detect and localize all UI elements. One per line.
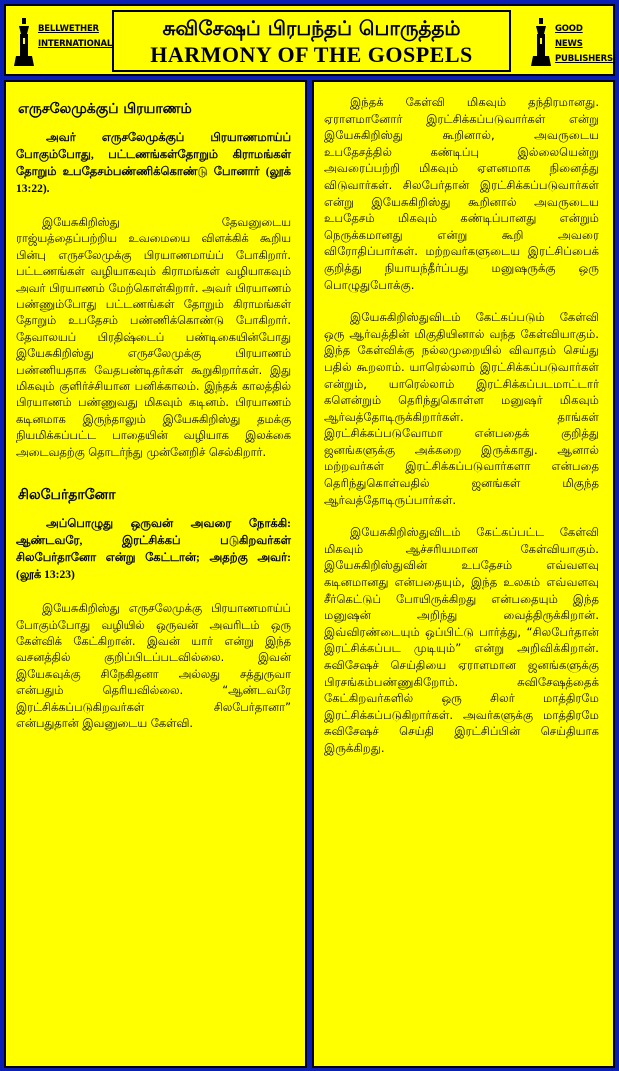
good-news-logo: [529, 12, 613, 70]
header-banner: [4, 4, 615, 76]
section-heading-journey: எருசலேமுக்குப் பிரயாணம்: [18, 101, 192, 117]
right-logo-line1: GOOD NEWS: [555, 24, 583, 49]
tower-icon: [531, 16, 551, 68]
left-logo-line1: BELLWETHER: [38, 24, 99, 34]
commentary-paragraph: இயேசுகிறிஸ்து எருசலேமுக்கு பிரயாணமாய்ப் போகும்போது வழியில் ஒருவன் அவரிடம் ஒரு கேள்விக் கேட்கிறான். இவன் யார் என்று இந்த வசனத்தில் குறிப்பிடப்படவில்லை. இவன் இயேசுவுக்கு சிநேகிதனா அல்லது சத்துருவா என்பதும் தெரியவில்லை. “ஆண்டவரே இரட்சிக்கப்படுகிறவர்கள் சிலபேர்தானா” என்பதுதான் இவனுடைய கேள்வி.: [16, 601, 291, 730]
left-logo-line2: INTERNATIONAL: [38, 39, 113, 49]
tower-icon: [14, 16, 34, 68]
bellwether-logo: [12, 12, 113, 70]
title-english: HARMONY OF THE GOSPELS: [150, 42, 473, 67]
right-column: [312, 80, 615, 1068]
title-box: [112, 10, 511, 72]
commentary-paragraph: இந்தக் கேள்வி மிகவும் தந்திரமானது. ஏராளமானோர் இரட்சிக்கப்படுவார்கள் என்று இயேசுகிறிஸ்து கூறினால், அவருடைய உபதேசத்தில் கண்டிப்பு இல்லையென்று அவரைப்பற்றி மிகவும் ஏளனமாக நினைத்து விடுவார்கள். சிலபேர்தான் இரட்சிக்கப்படுவார்கள் என்று இயேசுகிறிஸ்து கூறினால் அவருடைய உபதேசம் மிகவும் கண்டிப்பானது என்றும் நெருக்கமானது என்று கூறி அவரை விரோதிப்பார்கள். மற்றவர்களுடைய இரட்சிப்பைக் குறித்து நியாயந்தீர்ப்பது மனுஷருக்கு ஒரு பொழுதுபோக்கு.: [324, 95, 599, 292]
verse-luke-13-22: அவர் எருசலேமுக்குப் பிரயாணமாய்ப் போகும்போது, பட்டணங்கள்தோறும் கிராமங்கள் தோறும் உபதேசம்பண்ணிக்கொண்டு போனார் (லூக் 13:22).: [16, 132, 291, 195]
section-heading-few: சிலபேர்தானோ: [18, 487, 116, 504]
verse-luke-13-23: அப்பொழுது ஒருவன் அவரை நோக்கி: ஆண்டவரே, இரட்சிக்கப் படுகிறவர்கள் சிலபேர்தானோ என்று கேட்டான்; அதற்கு அவர்: (லூக் 13:23): [16, 518, 291, 582]
title-tamil: சுவிசேஷப் பிரபந்தப் பொருத்தம்: [162, 16, 461, 40]
commentary-paragraph: இயேசுகிறிஸ்துவிடம் கேட்கப்படும் கேள்வி ஒரு ஆர்வத்தின் மிகுதியினால் வந்த கேள்வியாகும். இந்த கேள்விக்கு நல்லமுறையில் விவாதம் செய்து பதில் கூறலாம். யாரெல்லாம் இரட்சிக்கப்படுவார்கள் என்றும், யாரெல்லாம் இரட்சிக்கப்படமாட்டார் களென்றும் தெரிந்துகொள்ள மனுஷர் மிகவும் ஆர்வத்தோடிருக்கிறார்கள். தாங்கள் இரட்சிக்கப்படுவோமா என்பதைக் குறித்து ஜனங்களுக்கு அக்கறை இருக்காது. ஆனால் மற்றவர்கள் இரட்சிக்கப்படுவார்களா என்பதை தெரிந்துகொள்வதில் ஜனங்கள் மிகுந்த ஆர்வத்தோடிருப்பார்கள்.: [324, 310, 599, 507]
left-column: [4, 80, 307, 1068]
commentary-paragraph: இயேசுகிறிஸ்து தேவனுடைய ராஜ்யத்தைப்பற்றிய உவமையை விளக்கிக் கூறிய பின்பு எருசலேமுக்கு பிரயாணமாய்ப் போகிறார். பட்டணங்கள் வழியாகவும் கிராமங்கள் வழியாகவும் அவர் பிரயாணம் மேற்கொள்கிறார். அவர் பிரயாணம் பண்ணும்போது பட்டணங்கள் தோறும் கிராமங்கள் தோறும் உபதேசம் பண்ணிக்கொண்டு போகிறார். தேவாலயப் பிரதிஷ்டைப் பண்டிகையின்போது இயேசுகிறிஸ்து எருசலேமுக்கு பிரயாணம் பண்ணியதாக வேதபண்டிதர்கள் கூறுகிறார்கள். இது மிகவும் குளிர்ச்சியான பனிக்காலம். இந்தக் காலத்தில் பிரயாணம் பண்ணுவது மிகவும் கடினம். பிரயாணம் கடினமாக இருந்தாலும் இயேசுகிறிஸ்து தமக்கு நியமிக்கப்பட்ட பாதையின் வழியாக இலக்கை அடைவதற்கு தொடர்ந்து முன்னேறிச் செல்கிறார்.: [16, 215, 291, 459]
right-logo-line2: PUBLISHERS: [555, 54, 613, 64]
commentary-paragraph: இயேசுகிறிஸ்துவிடம் கேட்கப்பட்ட கேள்வி மிகவும் ஆச்சரியமான கேள்வியாகும். இயேசுகிறிஸ்துவின் உபதேசம் எவ்வளவு கடினமானது என்பதையும், இந்த உலகம் எவ்வளவு சீர்கெட்டுப் போயிருக்கிறது என்பதையும் இந்த மனுஷன் அறிந்து வைத்திருக்கிறான். இவ்விரண்டையும் ஒப்பிட்டு பார்த்து, “சிலபேர்தான் இரட்சிக்கப்பட முடியும்” என்று அறிவிக்கிறான். சுவிசேஷச் செய்தியை ஏராளமான ஜனங்களுக்கு பிரசங்கம்பண்ணுகிறோம். சுவிசேஷத்தைக் கேட்கிறவர்களில் ஒரு சிலர் மாத்திரமே இரட்சிக்கப்படுகிறார்கள். அவர்களுக்கு மாத்திரமே சுவிசேஷச் செய்தி இரட்சிப்பின் செய்தியாக இருக்கிறது.: [324, 525, 599, 755]
